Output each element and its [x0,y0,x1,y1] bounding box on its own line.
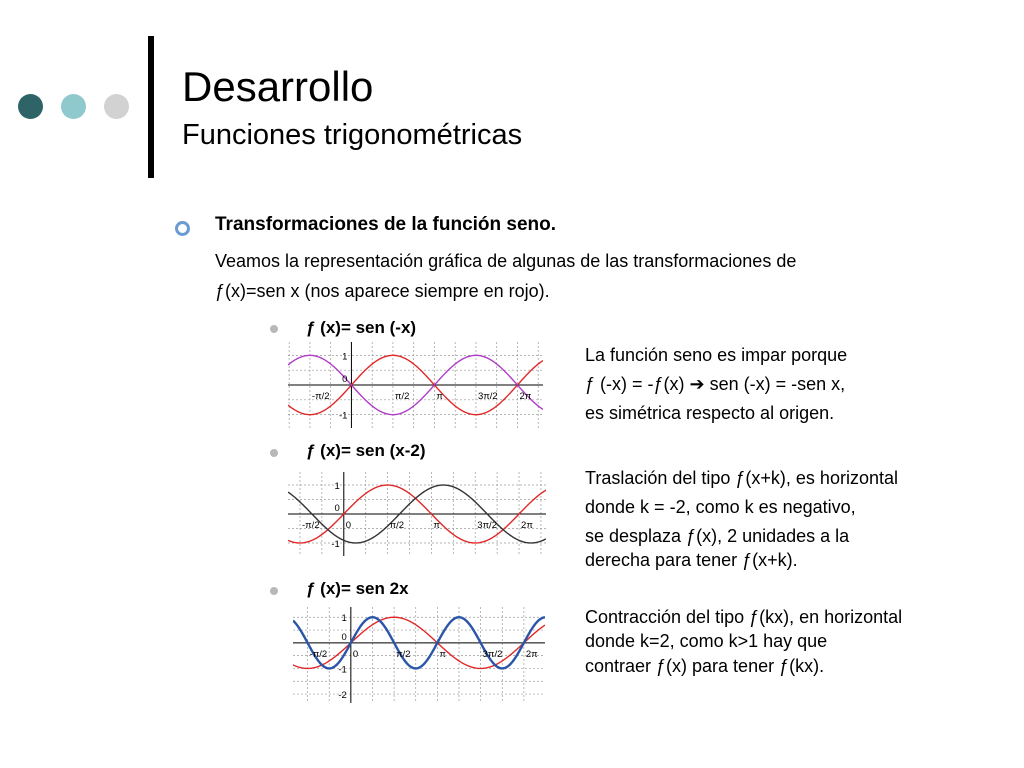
note-line: Traslación del tipo ƒ(x+k), es horizontal [585,468,898,488]
x-tick-label: π/2 [389,520,405,531]
graph-sen-2x [293,607,545,703]
x-tick-label: -π/2 [311,391,330,402]
graph-canvas [288,472,546,556]
note-line: ƒ (-x) = -ƒ(x) ➔ sen (-x) = -sen x, [585,374,846,394]
sub-bullet-icon [270,449,278,457]
x-tick-label: π [433,520,440,531]
y-tick-label: 1 [342,351,348,363]
graph-sen-neg-x [288,342,543,428]
item-label: ƒ (x)= sen 2x [306,579,409,598]
note-line: es simétrica respecto al origen. [585,403,835,423]
graph-canvas [293,607,545,703]
y-tick-label: -1 [331,538,340,550]
x-tick-label: 2π [521,520,533,531]
slide-title: Desarrollo [182,63,374,110]
x-tick-label: 0 [345,520,352,531]
x-tick-label: 2π [519,391,532,402]
note-line: se desplaza ƒ(x), 2 unidades a la [585,526,850,546]
graph-canvas [288,342,543,428]
y-tick-label: -1 [338,410,348,422]
item-label: ƒ (x)= sen (-x) [306,318,417,337]
note-line: contraer ƒ(x) para tener ƒ(kx). [585,656,825,676]
header-dot-dark [18,94,43,119]
header-dot-teal [61,94,86,119]
x-tick-label: 3π/2 [477,520,497,531]
y-tick-label: 0 [342,374,348,385]
x-tick-label: -π/2 [309,648,328,660]
note-line: derecha para tener ƒ(x+k). [585,550,798,570]
x-tick-label: -π/2 [301,520,320,531]
note-line: Contracción del tipo ƒ(kx), en horizontal [585,607,903,627]
y-tick-label: 1 [341,613,347,625]
x-tick-label: π [436,391,443,402]
slide-subtitle: Funciones trigonométricas [182,119,523,151]
note-line: donde k = -2, como k es negativo, [585,497,856,517]
header-divider [148,36,154,178]
y-tick-label: -2 [338,690,347,702]
item-label: ƒ (x)= sen (x-2) [306,441,426,460]
y-tick-label: 0 [334,503,340,514]
graph-sen-x-minus-2 [288,472,546,556]
x-tick-label: π/2 [394,391,410,402]
y-tick-label: 1 [334,481,340,493]
y-tick-label: -1 [338,664,347,676]
intro-line-2: ƒ(x)=sen x (nos aparece siempre en rojo). [215,281,550,301]
bullet-ring-icon [175,221,190,236]
x-tick-label: 0 [352,648,359,660]
note-line: donde k=2, como k>1 hay que [585,631,828,651]
sub-bullet-icon [270,325,278,333]
note-line: La función seno es impar porque [585,345,848,365]
intro-line-1: Veamos la representación gráfica de algunas de las transformaciones de [215,251,797,271]
x-tick-label: 2π [525,648,538,660]
x-tick-label: 3π/2 [482,648,503,660]
sub-bullet-icon [270,587,278,595]
header-dot-grey [104,94,129,119]
x-tick-label: π [439,648,446,660]
y-tick-label: 0 [341,631,347,643]
section-heading: Transformaciones de la función seno. [215,214,557,235]
x-tick-label: π/2 [396,648,411,660]
x-tick-label: 3π/2 [477,391,498,402]
